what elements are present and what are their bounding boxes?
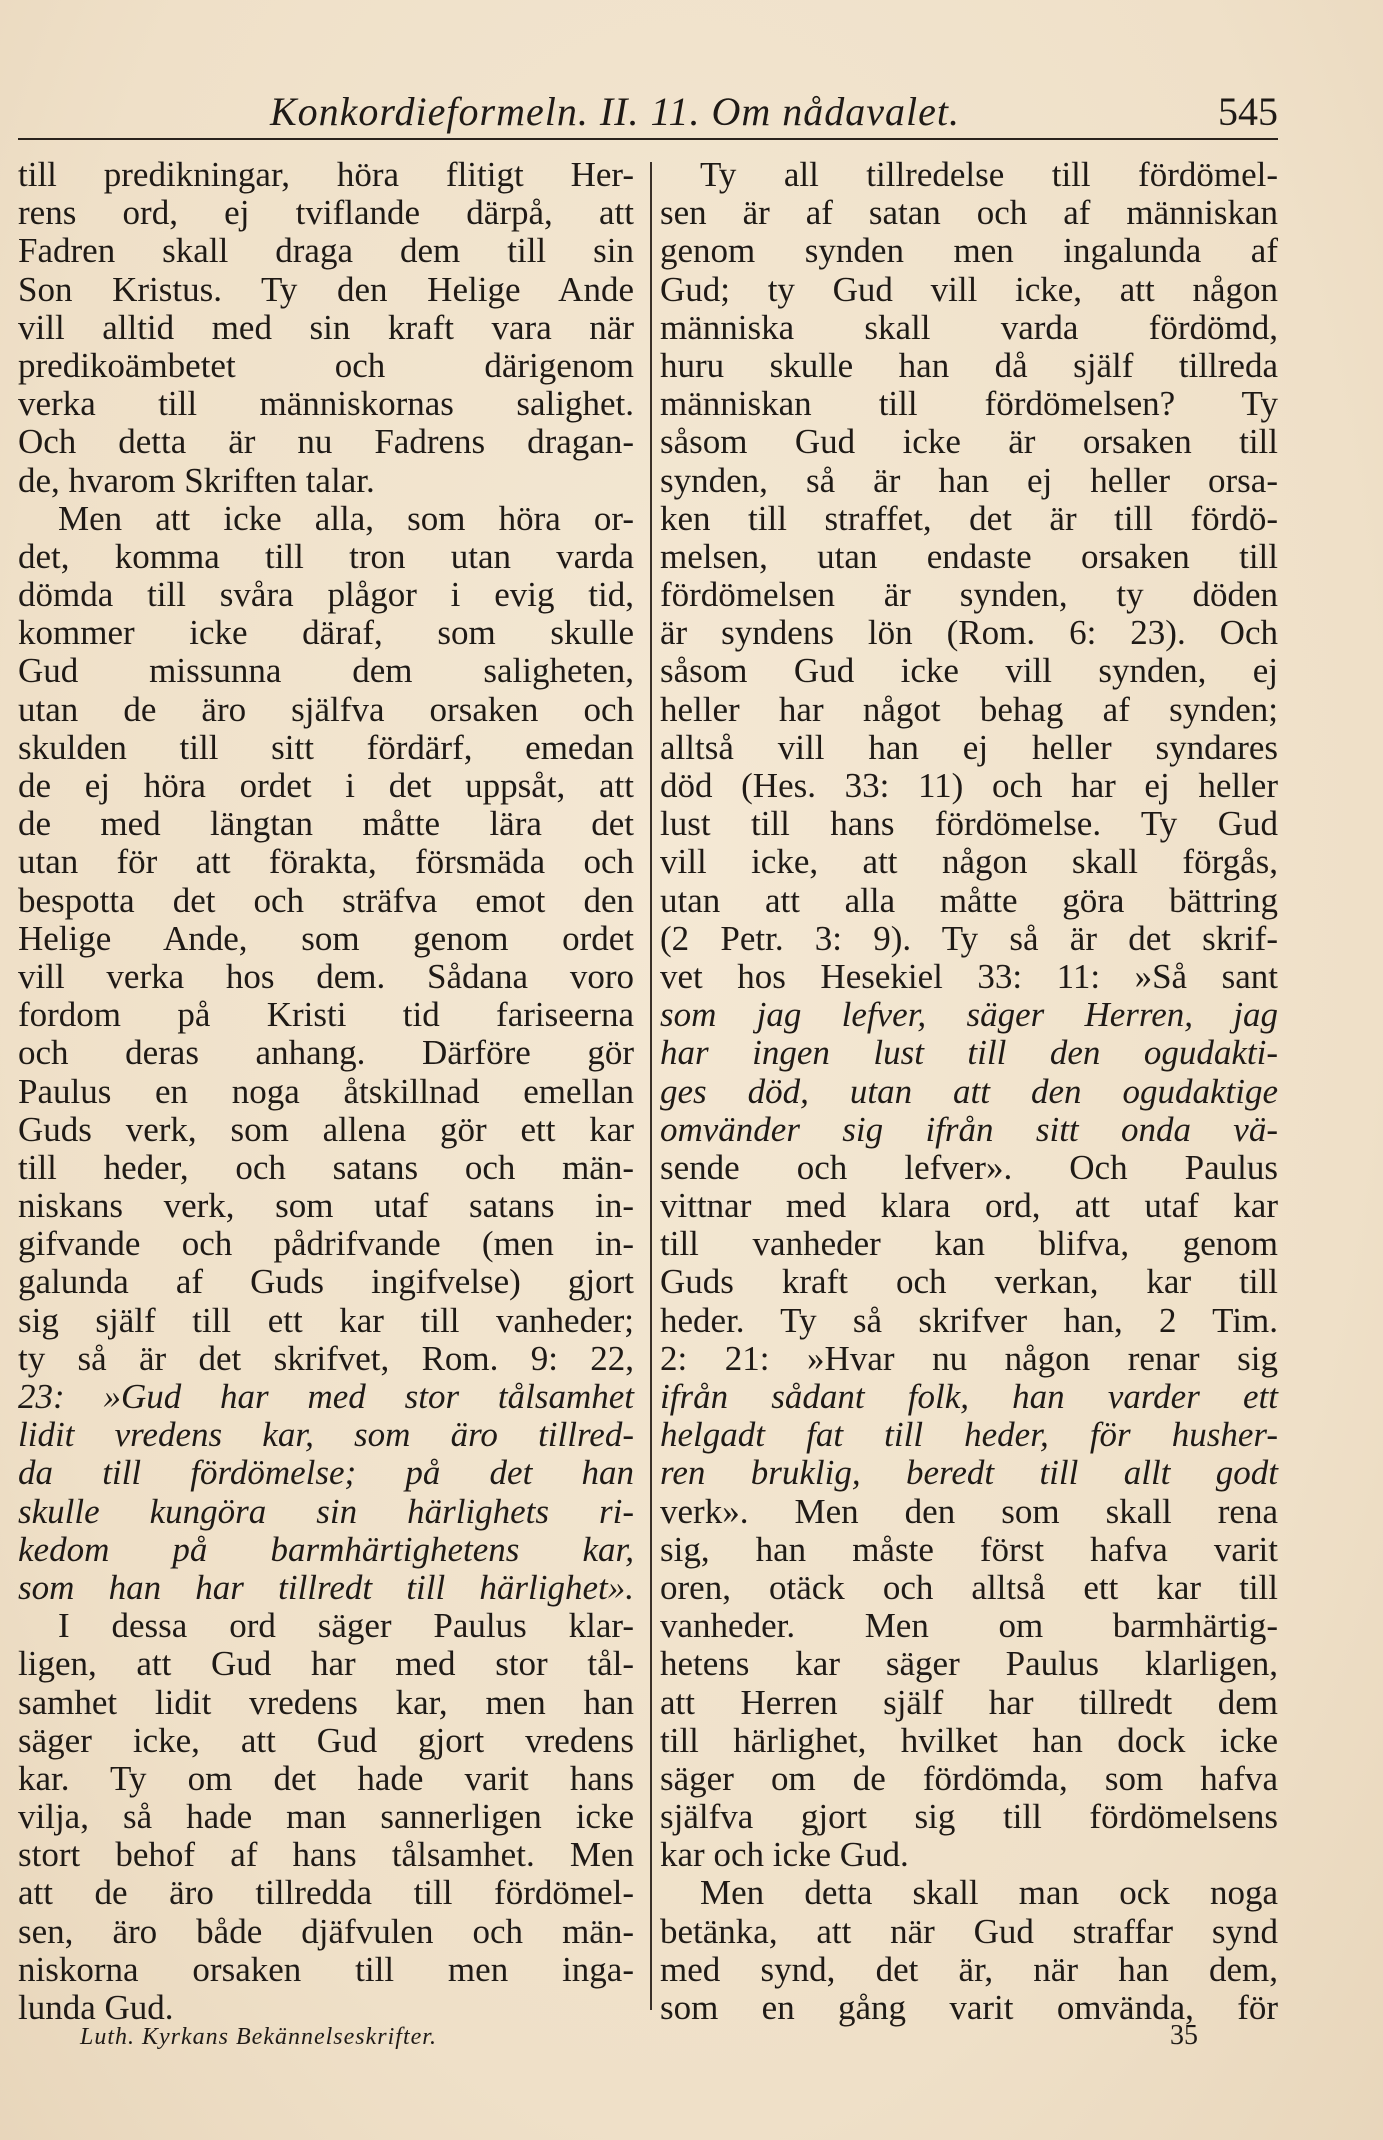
text-line: melsen, utan endaste orsaken till [660,536,1278,576]
text-line: såsom Gud icke är orsaken till [660,422,1278,462]
text-line: synden, så är han ej heller orsa- [660,460,1278,500]
text-line: ken till straffet, det är till fördö- [660,498,1278,538]
text-line: kedom på barmhärtighetens kar, [18,1529,634,1569]
text-line: heder. Ty så skrifver han, 2 Tim. [660,1300,1278,1340]
text-line: fördömelsen är synden, ty döden [660,575,1278,615]
text-line: da till fördömelse; på det han [18,1453,634,1493]
text-line: och deras anhang. Därföre gör [18,1033,634,1073]
text-line: bespotta det och sträfva emot den [18,880,634,920]
text-line: vet hos Hesekiel 33: 11: »Så sant [660,956,1278,996]
text-line: lidit vredens kar, som äro tillred- [18,1415,634,1455]
text-line: Gud missunna dem saligheten, [18,651,634,691]
text-line: kar och icke Gud. [660,1835,909,1875]
text-line: som jag lefver, säger Herren, jag [660,995,1278,1035]
text-line: betänka, att när Gud straffar synd [660,1911,1278,1951]
text-line: säger om de fördömda, som hafva [660,1758,1278,1798]
left-column [18,156,634,2027]
text-line: vittnar med klara ord, att utaf kar [660,1186,1278,1226]
text-line: Paulus en noga åtskillnad emellan [18,1071,634,1111]
text-line: till vanheder kan blifva, genom [660,1224,1278,1264]
text-line: heller har något behag af synden; [660,689,1278,729]
text-line: kommer icke däraf, som skulle [18,613,634,653]
text-line: ligen, att Gud har med stor tål- [18,1644,634,1684]
text-line: vill icke, att någon skall förgås, [660,842,1278,882]
text-line: vill alltid med sin kraft vara när [18,307,634,347]
text-line: niskorna orsaken till men inga- [18,1949,634,1989]
text-line: kar. Ty om det hade varit hans [18,1758,634,1798]
text-line: Men att icke alla, som höra or- [58,498,634,538]
text-line: med synd, det är, när han dem, [660,1949,1278,1989]
text-line: det, komma till tron utan varda [18,536,634,576]
text-line: har ingen lust till den ogudakti- [660,1033,1278,1073]
text-line: Helige Ande, som genom ordet [18,918,634,958]
text-line: verka till människornas salighet. [18,384,634,424]
text-line: till heder, och satans och män- [18,1147,634,1187]
text-line: som han har tillredt till härlighet». [18,1567,634,1607]
signature-mark: 35 [1170,2020,1198,2051]
text-line: Guds kraft och verkan, kar till [660,1262,1278,1302]
text-line: död (Hes. 33: 11) och har ej heller [660,766,1278,805]
text-line: omvänder sig ifrån sitt onda vä- [660,1109,1278,1149]
text-line: helgadt fat till heder, för husher- [660,1415,1278,1455]
text-line: sig, han måste först hafva varit [660,1529,1278,1569]
text-line: Och detta är nu Fadrens dragan- [18,422,634,462]
text-line: genom synden men ingalunda af [660,231,1278,271]
text-line: rens ord, ej tviflande därpå, att [18,193,634,233]
text-line: niskans verk, som utaf satans in- [18,1186,634,1226]
text-line: lust till hans fördömelse. Ty Gud [660,804,1278,844]
text-line: (2 Petr. 3: 9). Ty så är det skrif- [660,918,1278,958]
text-line: att Herren själf har tillredt dem [660,1682,1278,1722]
text-line: såsom Gud icke vill synden, ej [660,651,1278,691]
text-line: vill verka hos dem. Sådana voro [18,956,634,996]
text-line: hetens kar säger Paulus klarligen, [660,1644,1278,1684]
text-line: alltså vill han ej heller syndares [660,727,1278,767]
text-line: predikoämbetet och därigenom [18,345,634,385]
text-line: vanheder. Men om barmhärtig- [660,1606,1278,1646]
header-rule [18,138,1278,140]
text-line: de med längtan måtte lära det [18,804,634,844]
text-line: de ej höra ordet i det uppsåt, att [18,766,634,805]
text-line: skulden till sitt fördärf, emedan [18,727,634,767]
text-line: fordom på Kristi tid fariseerna [18,995,634,1035]
text-line: ren bruklig, beredt till allt godt [660,1453,1278,1493]
text-line: är syndens lön (Rom. 6: 23). Och [660,613,1278,653]
text-line: att de äro tillredda till fördömel- [18,1873,634,1913]
right-column [660,156,1278,2027]
text-line: människa skall varda fördömd, [660,307,1278,347]
text-line: lunda Gud. [18,1988,174,2027]
text-line: utan för att förakta, försmäda och [18,842,634,882]
page-number: 545 [1218,89,1278,134]
text-line: dömda till svåra plågor i evig tid, [18,575,634,615]
page-footer [20,2020,1278,2064]
text-line: sig själf till ett kar till vanheder; [18,1300,634,1340]
text-line: oren, otäck och alltså ett kar till [660,1567,1278,1607]
text-line: galunda af Guds ingifvelse) gjort [18,1262,634,1302]
text-line: till predikningar, höra flitigt Her- [18,155,634,194]
text-line: som en gång varit omvända, för [660,1988,1278,2027]
text-line: utan att alla måtte göra bättring [660,880,1278,920]
column-divider [650,162,652,2010]
text-line: Gud; ty Gud vill icke, att någon [660,269,1278,309]
text-line: verk». Men den som skall rena [660,1491,1278,1531]
text-line: ges död, utan att den ogudaktige [660,1071,1278,1111]
text-line: vilja, så hade man sannerligen icke [18,1797,634,1837]
text-line: ifrån sådant folk, han varder ett [660,1377,1278,1416]
text-line: själfva gjort sig till fördömelsens [660,1797,1278,1837]
text-line: ty så är det skrifvet, Rom. 9: 22, [18,1338,634,1378]
text-line: till härlighet, hvilket han dock icke [660,1720,1278,1760]
text-line: Guds verk, som allena gör ett kar [18,1109,634,1149]
text-line: samhet lidit vredens kar, men han [18,1682,634,1722]
text-line: Fadren skall draga dem till sin [18,231,634,271]
running-title: Konkordieformeln. II. 11. Om nådavalet. [270,89,960,134]
text-line: människan till fördömelsen? Ty [660,384,1278,424]
footer-source: Luth. Kyrkans Bekännelseskrifter. [80,2024,437,2050]
text-line: I dessa ord säger Paulus klar- [58,1606,634,1646]
text-line: 2: 21: »Hvar nu någon renar sig [660,1338,1278,1378]
text-line: de, hvarom Skriften talar. [18,460,375,500]
text-line: skulle kungöra sin härlighets ri- [18,1491,634,1531]
text-line: 23: »Gud har med stor tålsamhet [18,1377,634,1416]
text-line: gifvande och pådrifvande (men in- [18,1224,634,1264]
text-line: säger icke, att Gud gjort vredens [18,1720,634,1760]
text-line: sende och lefver». Och Paulus [660,1147,1278,1187]
text-line: utan de äro själfva orsaken och [18,689,634,729]
text-line: Men detta skall man ock noga [700,1873,1278,1913]
text-line: stort behof af hans tålsamhet. Men [18,1835,634,1875]
page-header [20,88,1278,138]
text-line: Ty all tillredelse till fördömel- [700,155,1278,194]
text-line: sen, äro både djäfvulen och män- [18,1911,634,1951]
text-line: Son Kristus. Ty den Helige Ande [18,269,634,309]
text-line: huru skulle han då själf tillreda [660,345,1278,385]
text-line: sen är af satan och af människan [660,193,1278,233]
